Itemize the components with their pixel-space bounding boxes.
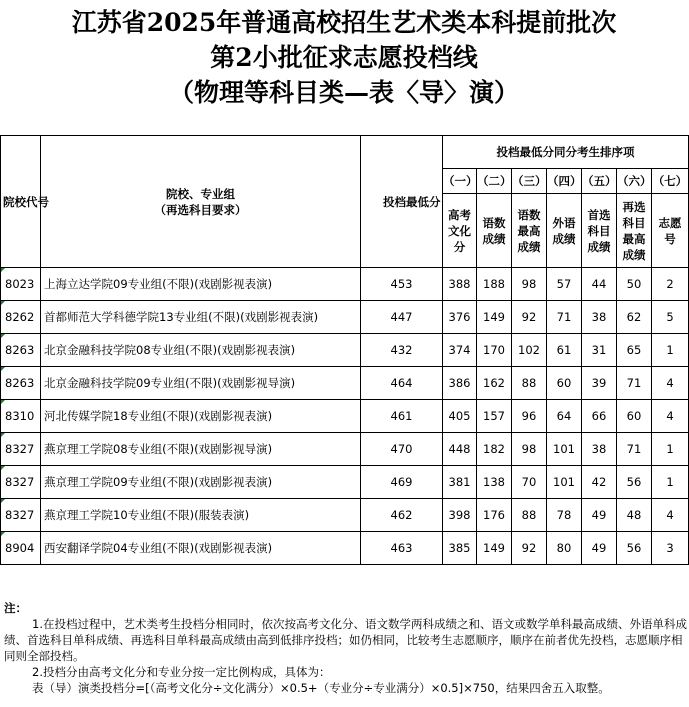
cell-c7: 4: [652, 367, 689, 400]
header-order: （六）: [617, 169, 652, 194]
title-line-2: 第2小批征求志愿投档线: [210, 43, 478, 72]
header-order: （二）: [477, 169, 512, 194]
notes-head: 注：: [4, 601, 27, 615]
cell-c5: 49: [582, 532, 617, 565]
cell-c5: 49: [582, 499, 617, 532]
cell-c6: 48: [617, 499, 652, 532]
cell-c1: 376: [443, 301, 477, 334]
cell-c2: 157: [477, 400, 512, 433]
spacer-cell: [652, 565, 689, 596]
cell-score: 464: [361, 367, 443, 400]
cell-name: 北京金融科技学院09专业组(不限)(戏剧影视导演): [41, 367, 361, 400]
cell-score: 470: [361, 433, 443, 466]
cell-c2: 138: [477, 466, 512, 499]
header-score: 投档最低分: [361, 136, 443, 268]
cell-name: 西安翻译学院04专业组(不限)(戏剧影视表演): [41, 532, 361, 565]
cell-c1: 388: [443, 268, 477, 301]
header-school-sub: （再选科目要求）: [154, 202, 247, 217]
cell-c1: 386: [443, 367, 477, 400]
header-item: 语数成绩: [477, 194, 512, 268]
table-row: [1, 532, 689, 565]
cell-code: 8023: [1, 268, 41, 301]
cell-c6: 71: [617, 367, 652, 400]
cell-c4: 71: [547, 301, 582, 334]
cell-name: 燕京理工学院09专业组(不限)(戏剧影视表演): [41, 466, 361, 499]
title-line-1: 江苏省2025年普通高校招生艺术类本科提前批次: [71, 8, 617, 37]
header-order: （三）: [512, 169, 547, 194]
cell-code: 8904: [1, 532, 41, 565]
cell-score: 461: [361, 400, 443, 433]
cell-c4: 78: [547, 499, 582, 532]
spacer-cell: [41, 565, 361, 596]
cell-score: 432: [361, 334, 443, 367]
cell-c7: 1: [652, 334, 689, 367]
cell-c3: 88: [512, 367, 547, 400]
cell-c4: 80: [547, 532, 582, 565]
cell-c1: 385: [443, 532, 477, 565]
spacer-cell: [361, 565, 443, 596]
cell-score: 447: [361, 301, 443, 334]
cell-c4: 101: [547, 433, 582, 466]
cell-c1: 448: [443, 433, 477, 466]
cell-c2: 176: [477, 499, 512, 532]
table-spacer: [1, 565, 689, 596]
note-2: 2.投档分由高考文化分和专业分按一定比例构成，具体为：: [32, 665, 331, 679]
cell-score: 462: [361, 499, 443, 532]
cell-c5: 31: [582, 334, 617, 367]
cell-c2: 188: [477, 268, 512, 301]
spacer-cell: [547, 565, 582, 596]
table-row: [1, 499, 689, 532]
cell-c5: 66: [582, 400, 617, 433]
header-item: 语数最高成绩: [512, 194, 547, 268]
spacer-cell: [582, 565, 617, 596]
header-order: （一）: [443, 169, 477, 194]
header-tiebreak: 投档最低分同分考生排序项: [443, 136, 689, 169]
title-line-3: （物理等科目类—表〈导〉演）: [168, 78, 519, 107]
cell-score: 469: [361, 466, 443, 499]
cell-c3: 70: [512, 466, 547, 499]
table-row: [1, 334, 689, 367]
cell-c1: 405: [443, 400, 477, 433]
cell-c2: 149: [477, 301, 512, 334]
spacer-cell: [1, 565, 41, 596]
cell-c4: 60: [547, 367, 582, 400]
cell-c7: 4: [652, 400, 689, 433]
cell-c7: 1: [652, 466, 689, 499]
cell-c3: 88: [512, 499, 547, 532]
cell-c6: 62: [617, 301, 652, 334]
cell-c6: 56: [617, 532, 652, 565]
table-row: [1, 367, 689, 400]
cell-c6: 71: [617, 433, 652, 466]
cell-c3: 96: [512, 400, 547, 433]
header-item: 再选科目最高成绩: [617, 194, 652, 268]
cell-code: 8263: [1, 367, 41, 400]
header-order: （七）: [652, 169, 689, 194]
cell-c2: 182: [477, 433, 512, 466]
cell-c2: 149: [477, 532, 512, 565]
cell-c3: 98: [512, 268, 547, 301]
spacer-cell: [512, 565, 547, 596]
cell-score: 463: [361, 532, 443, 565]
cell-c6: 65: [617, 334, 652, 367]
cell-c2: 162: [477, 367, 512, 400]
header-order: （五）: [582, 169, 617, 194]
cell-c4: 64: [547, 400, 582, 433]
cell-code: 8262: [1, 301, 41, 334]
cell-name: 北京金融科技学院08专业组(不限)(戏剧影视表演): [41, 334, 361, 367]
cell-c1: 381: [443, 466, 477, 499]
header-school-main: 院校、专业组: [166, 186, 235, 201]
cell-c3: 98: [512, 433, 547, 466]
cell-c2: 170: [477, 334, 512, 367]
cell-code: 8327: [1, 466, 41, 499]
table-row: [1, 268, 689, 301]
note-1: 1.在投档过程中，艺术类考生投档分相同时，依次按高考文化分、语文数学两科成绩之和、语文或数学单科最高成绩、外语单科成绩、首选科目单科成绩、再选科目单科最高成绩由高到低排序投档；如仍相同，比较考生志愿顺序，顺序在前者优先投档，志愿顺序相同则全部投档。: [4, 617, 687, 663]
cell-c5: 39: [582, 367, 617, 400]
cell-c4: 101: [547, 466, 582, 499]
cell-c4: 61: [547, 334, 582, 367]
cell-c4: 57: [547, 268, 582, 301]
cell-c7: 2: [652, 268, 689, 301]
cell-c7: 1: [652, 433, 689, 466]
header-school: [41, 136, 361, 268]
cell-name: 河北传媒学院18专业组(不限)(戏剧影视表演): [41, 400, 361, 433]
cell-c6: 50: [617, 268, 652, 301]
table-row: [1, 433, 689, 466]
cell-c6: 60: [617, 400, 652, 433]
header-item: 志愿号: [652, 194, 689, 268]
header-item: 外语成绩: [547, 194, 582, 268]
cell-c5: 38: [582, 301, 617, 334]
cell-code: 8327: [1, 499, 41, 532]
header-code: 院校代号: [1, 136, 41, 268]
cell-score: 453: [361, 268, 443, 301]
header-item: 首选科目成绩: [582, 194, 617, 268]
cell-name: 上海立达学院09专业组(不限)(戏剧影视表演): [41, 268, 361, 301]
cell-code: 8327: [1, 433, 41, 466]
cell-name: 首都师范大学科德学院13专业组(不限)(戏剧影视表演): [41, 301, 361, 334]
admission-table: [0, 135, 689, 595]
header-order: （四）: [547, 169, 582, 194]
spacer-cell: [477, 565, 512, 596]
cell-c3: 102: [512, 334, 547, 367]
cell-name: 燕京理工学院10专业组(不限)(服装表演): [41, 499, 361, 532]
table-row: [1, 301, 689, 334]
cell-c5: 42: [582, 466, 617, 499]
cell-c1: 398: [443, 499, 477, 532]
notes: [4, 600, 688, 696]
cell-c7: 3: [652, 532, 689, 565]
note-3: 表（导）演类投档分=[（高考文化分÷文化满分）×0.5+（专业分÷专业满分）×0.5]×750，结果四舍五入取整。: [32, 681, 610, 695]
cell-c7: 5: [652, 301, 689, 334]
cell-c5: 44: [582, 268, 617, 301]
cell-code: 8310: [1, 400, 41, 433]
spacer-cell: [443, 565, 477, 596]
cell-c6: 56: [617, 466, 652, 499]
header-item: 高考文化分: [443, 194, 477, 268]
cell-name: 燕京理工学院08专业组(不限)(戏剧影视导演): [41, 433, 361, 466]
cell-c7: 4: [652, 499, 689, 532]
cell-c5: 38: [582, 433, 617, 466]
spacer-cell: [617, 565, 652, 596]
cell-code: 8263: [1, 334, 41, 367]
table-row: [1, 466, 689, 499]
cell-c3: 92: [512, 301, 547, 334]
cell-c1: 374: [443, 334, 477, 367]
cell-c3: 92: [512, 532, 547, 565]
table-row: [1, 400, 689, 433]
